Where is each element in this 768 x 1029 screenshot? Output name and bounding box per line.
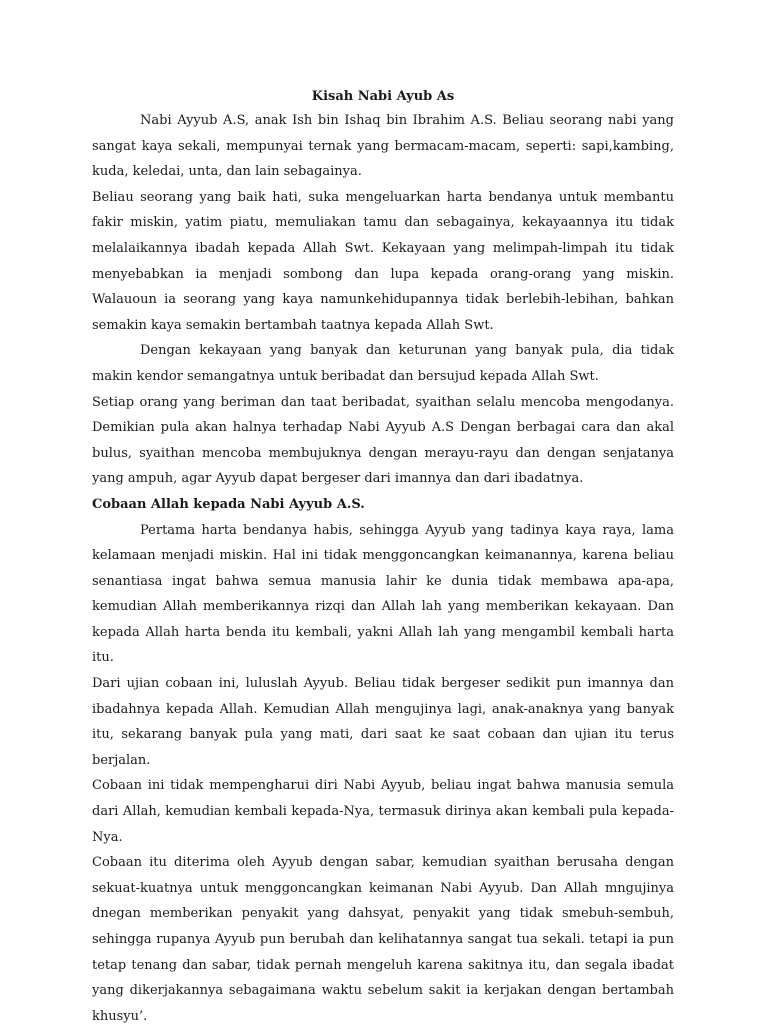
section-heading: Cobaan Allah kepada Nabi Ayyub A.S.	[92, 496, 365, 512]
paragraph-illness: Cobaan itu diterima oleh Ayyub dengan sabar, kemudian syaithan berusaha dengan sekuat-kuatnya untuk menggoncangkan keimanan Nabi Ayyub. Dan Allah mngujinya dnegan memberikan penyakit yang dahsyat, penyakit yang tidak smebuh-sembuh, sehingga rupanya Ayyub pun berubah dan kelihatannya sangat tua sekali. tetapi ia pun tetap tenang dan sabar, tidak pernah mengeluh karena sakitnya itu, dan segala ibadat yang dikerjakannya sebagaimana waktu sebelum sakit ia kerjakan dengan bertambah khusyu’.	[92, 855, 674, 1024]
paragraph-children-lost: Dari ujian cobaan ini, luluslah Ayyub. Beliau tidak bergeser sedikit pun imannya dan ibadahnya kepada Allah. Kemudian Allah mengujinya lagi, anak-anaknya yang banyak itu, sekarang banyak pula yang mati, dari saat ke saat cobaan dan ujian itu terus berjalan.	[92, 676, 674, 768]
document-title: Kisah Nabi Ayub As	[311, 89, 455, 104]
paragraph-devotion: Dengan kekayaan yang banyak dan keturunan yang banyak pula, dia tidak makin kendor semangatnya untuk beribadat dan bersujud kepada Allah Swt.	[92, 343, 674, 384]
document-page	[92, 86, 674, 1029]
paragraph-wealth-lost: Pertama harta bendanya habis, sehingga Ayyub yang tadinya kaya raya, lama kelamaan menjadi miskin. Hal ini tidak menggoncangkan keimanannya, karena beliau senantiasa ingat bahwa semua manusia lahir ke dunia tidak membawa apa-apa, kemudian Allah memberikannya rizqi dan Allah lah yang memberikan kekayaan. Dan kepada Allah harta benda itu kembali, yakni Allah lah yang mengambil kembali harta itu.	[92, 522, 674, 666]
paragraph-kindness: Beliau seorang yang baik hati, suka mengeluarkan harta bendanya untuk membantu fakir miskin, yatim piatu, memuliakan tamu dan sebagainya, kekayaannya itu tidak melalaikannya ibadah kepada Allah Swt. Kekayaan yang melimpah-limpah itu tidak menyebabkan ia menjadi sombong dan lupa kepada orang-orang yang miskin. Walauoun ia seorang yang kaya namunkehidupannya tidak berlebih-lebihan, bahkan semakin kaya semakin bertambah taatnya kepada Allah Swt.	[92, 189, 674, 333]
paragraph-intro: Nabi Ayyub A.S, anak Ish bin Ishaq bin Ibrahim A.S. Beliau seorang nabi yang sangat kaya sekali, mempunyai ternak yang bermacam-macam, seperti: sapi,kambing, kuda, keledai, unta, dan lain sebagainya.	[92, 113, 674, 180]
paragraph-remembrance: Cobaan ini tidak mempengharui diri Nabi Ayyub, beliau ingat bahwa manusia semula dari Allah, kemudian kembali kepada-Nya, termasuk dirinya akan kembali pula kepada-Nya.	[92, 778, 674, 845]
paragraph-temptation: Setiap orang yang beriman dan taat beribadat, syaithan selalu mencoba mengodanya. Demikian pula akan halnya terhadap Nabi Ayyub A.S Dengan berbagai cara dan akal bulus, syaithan mencoba membujuknya dengan merayu-rayu dan dengan senjatanya yang ampuh, agar Ayyub dapat bergeser dari imannya dan dari ibadatnya.	[92, 394, 674, 487]
